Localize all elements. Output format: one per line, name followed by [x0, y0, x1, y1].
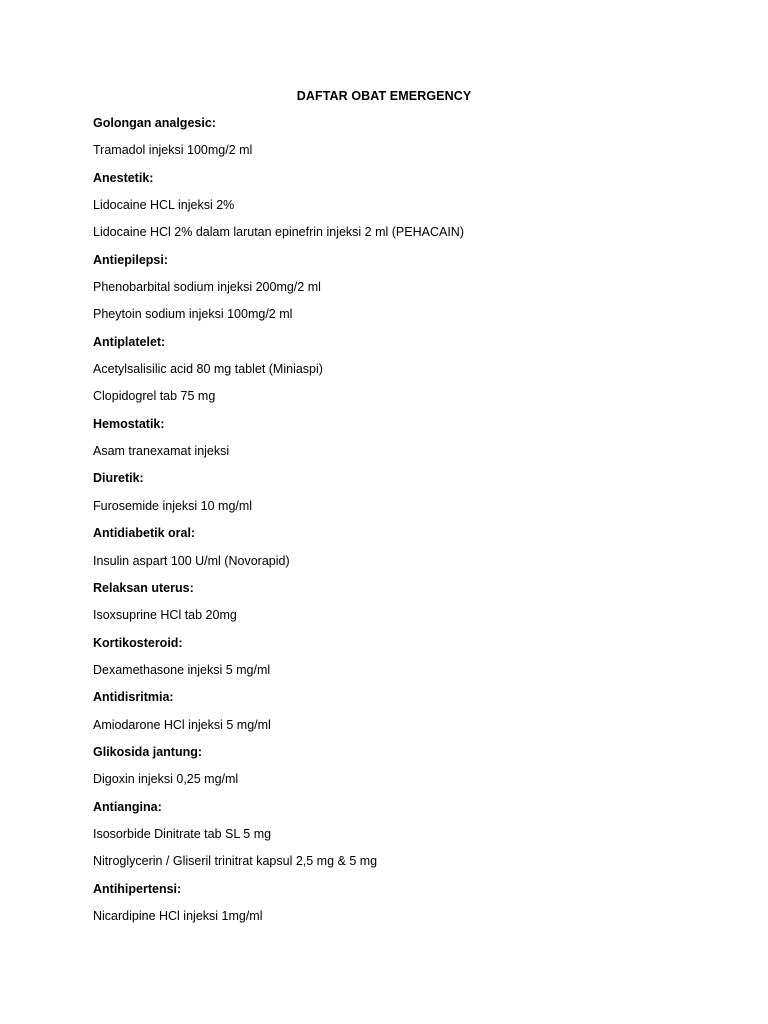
medication-item: Tramadol injeksi 100mg/2 ml: [93, 143, 253, 158]
medication-item: Acetylsalisilic acid 80 mg tablet (Miniaspi): [93, 362, 323, 377]
section-heading-antidiabetik: Antidiabetik oral:: [93, 526, 196, 541]
medication-item: Pheytoin sodium injeksi 100mg/2 ml: [93, 307, 293, 322]
medication-item: Clopidogrel tab 75 mg: [93, 389, 216, 404]
medication-item: Lidocaine HCL injeksi 2%: [93, 198, 235, 213]
section-heading-diuretik: Diuretik:: [93, 471, 144, 486]
medication-item: Lidocaine HCl 2% dalam larutan epinefrin injeksi 2 ml (PEHACAIN): [93, 225, 464, 240]
section-heading-analgesic: Golongan analgesic:: [93, 116, 216, 130]
section-heading-antiepilepsi: Antiepilepsi:: [93, 252, 169, 267]
medication-item: Amiodarone HCl injeksi 5 mg/ml: [93, 717, 271, 732]
medication-item: Phenobarbital sodium injeksi 200mg/2 ml: [93, 280, 321, 295]
medication-item: Isoxsuprine HCl tab 20mg: [93, 608, 237, 623]
section-heading-glikosida-jantung: Glikosida jantung:: [93, 744, 203, 759]
medication-item: Nitroglycerin / Gliseril trinitrat kapsul 2,5 mg & 5 mg: [93, 854, 378, 869]
medication-item: Insulin aspart 100 U/ml (Novorapid): [93, 553, 290, 568]
section-heading-antiangina: Antiangina:: [93, 799, 162, 814]
medication-item: Digoxin injeksi 0,25 mg/ml: [93, 772, 239, 787]
medication-item: Dexamethasone injeksi 5 mg/ml: [93, 662, 271, 677]
medication-item: Furosemide injeksi 10 mg/ml: [93, 498, 253, 513]
section-heading-antidisritmia: Antidisritmia:: [93, 690, 174, 705]
section-heading-kortikosteroid: Kortikosteroid:: [93, 635, 183, 650]
medication-list: [93, 113, 713, 933]
section-heading-relaksan-uterus: Relaksan uterus:: [93, 580, 194, 595]
document-title: DAFTAR OBAT EMERGENCY: [296, 89, 472, 103]
medication-item: Nicardipine HCl injeksi 1mg/ml: [93, 908, 263, 923]
section-heading-anestetik: Anestetik:: [93, 170, 154, 185]
medication-item: Asam tranexamat injeksi: [93, 444, 230, 459]
section-heading-antihipertensi: Antihipertensi:: [93, 881, 182, 896]
section-heading-hemostatik: Hemostatik:: [93, 416, 165, 431]
section-heading-antiplatelet: Antiplatelet:: [93, 334, 166, 349]
medication-item: Isosorbide Dinitrate tab SL 5 mg: [93, 826, 272, 841]
